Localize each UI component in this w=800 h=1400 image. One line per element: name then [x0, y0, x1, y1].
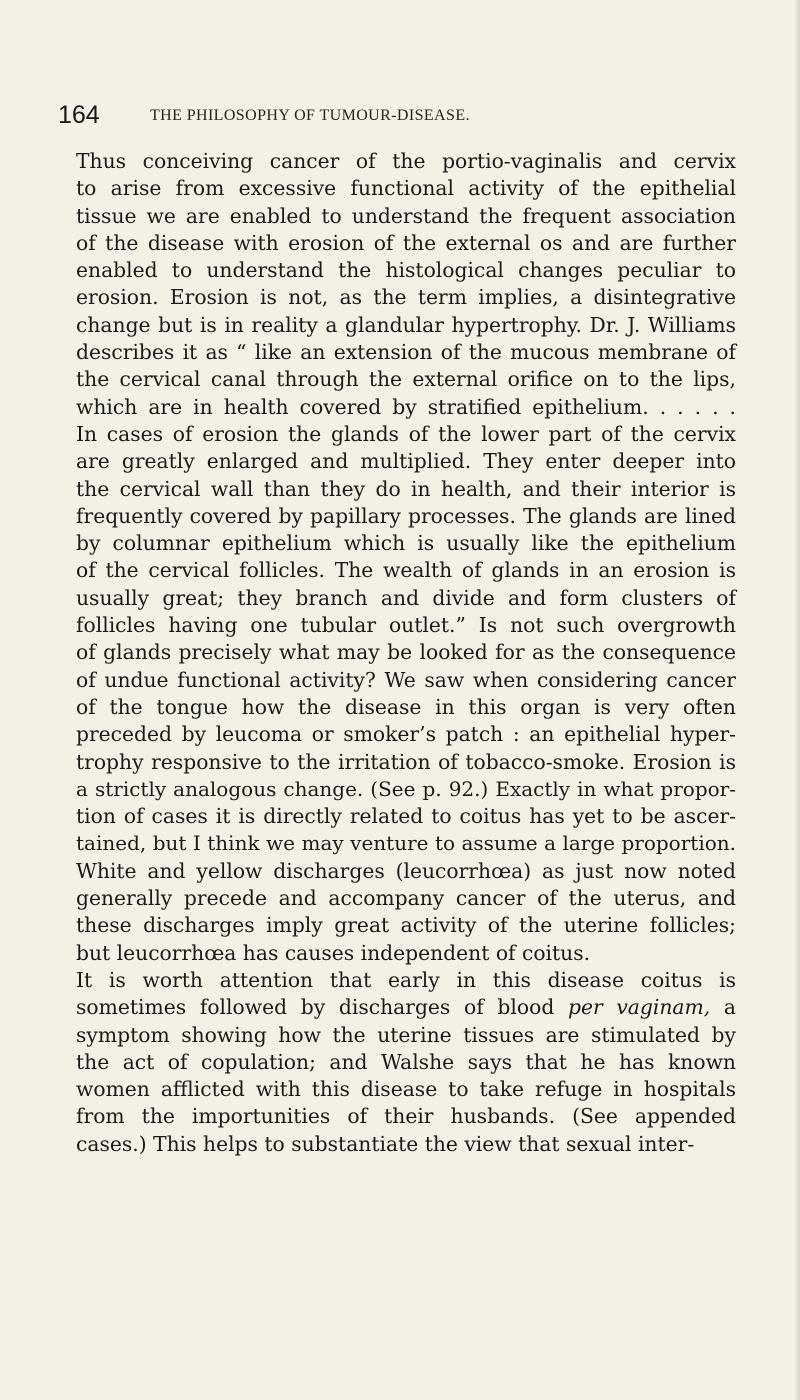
- text-line: Thus conceiving cancer of the portio-vaginalis and cervix: [76, 149, 736, 173]
- text-line: from the importunities of their husbands. (See appended: [76, 1104, 736, 1129]
- text-line: preceded by leucoma or smoker’s patch : an epithelial hyper-: [76, 722, 736, 747]
- text-line: but leucorrhœa has causes independent of coitus.: [76, 940, 591, 965]
- text-line-with-italic: [76, 994, 736, 1021]
- text-line: describes it as “ like an extension of the mucous membrane of: [76, 340, 736, 365]
- text-line: to arise from excessive functional activity of the epithelial: [76, 176, 736, 201]
- text-line: generally precede and accompany cancer of the uterus, and: [76, 886, 736, 911]
- text-line: which are in health covered by stratified epithelium. . . . . .: [76, 394, 736, 419]
- page-number: 164: [58, 101, 100, 129]
- text-line: women afflicted with this disease to take refuge in hospitals: [76, 1077, 736, 1102]
- page-header: [58, 100, 738, 130]
- text-line: the act of copulation; and Walshe says that he has known: [76, 1049, 736, 1074]
- text-line: the cervical canal through the external orifice on to the lips,: [76, 367, 736, 392]
- text-line: tissue we are enabled to understand the frequent association: [76, 203, 736, 228]
- text-segment: a: [710, 995, 736, 1020]
- page-edge-shadow: [794, 0, 800, 1400]
- text-line: of glands precisely what may be looked for as the consequence: [76, 640, 736, 665]
- text-line: a strictly analogous change. (See p. 92.) Exactly in what propor-: [76, 776, 736, 801]
- text-line: frequently covered by papillary processes. The glands are lined: [76, 503, 736, 528]
- text-line: In cases of erosion the glands of the lower part of the cervix: [76, 421, 736, 446]
- body-text: [76, 148, 736, 1158]
- text-line: It is worth attention that early in this disease coitus is: [76, 967, 736, 992]
- text-line: usually great; they branch and divide and form clusters of: [76, 585, 736, 610]
- text-line: symptom showing how the uterine tissues are stimulated by: [76, 1022, 736, 1047]
- text-line: the cervical wall than they do in health, and their interior is: [76, 476, 736, 501]
- text-line: erosion. Erosion is not, as the term implies, a disintegrative: [76, 285, 736, 310]
- text-line: of the cervical follicles. The wealth of glands in an erosion is: [76, 558, 736, 583]
- text-line: of the disease with erosion of the external os and are further: [76, 230, 736, 255]
- text-line: cases.) This helps to substantiate the view that sexual inter-: [76, 1131, 695, 1156]
- text-line: tained, but I think we may venture to assume a large proportion.: [76, 831, 736, 856]
- italic-phrase: per vaginam,: [567, 995, 711, 1020]
- text-segment: sometimes followed by discharges of blood: [76, 995, 568, 1020]
- text-line: tion of cases it is directly related to coitus has yet to be ascer-: [76, 804, 736, 829]
- text-line: follicles having one tubular outlet.” Is not such overgrowth: [76, 613, 736, 638]
- text-line: by columnar epithelium which is usually like the epithelium: [76, 531, 736, 556]
- text-line: these discharges imply great activity of the uterine follicles;: [76, 913, 736, 938]
- text-line: change but is in reality a glandular hypertrophy. Dr. J. Williams: [76, 312, 736, 337]
- text-line: trophy responsive to the irritation of tobacco-smoke. Erosion is: [76, 749, 736, 774]
- text-line: are greatly enlarged and multiplied. They enter deeper into: [76, 449, 736, 474]
- text-line: enabled to understand the histological changes peculiar to: [76, 258, 736, 283]
- text-line: White and yellow discharges (leucorrhœa) as just now noted: [76, 858, 736, 883]
- text-line: of the tongue how the disease in this organ is very often: [76, 694, 736, 719]
- text-line: of undue functional activity? We saw when considering cancer: [76, 667, 736, 692]
- running-head: THE PHILOSOPHY OF TUMOUR-DISEASE.: [150, 107, 470, 124]
